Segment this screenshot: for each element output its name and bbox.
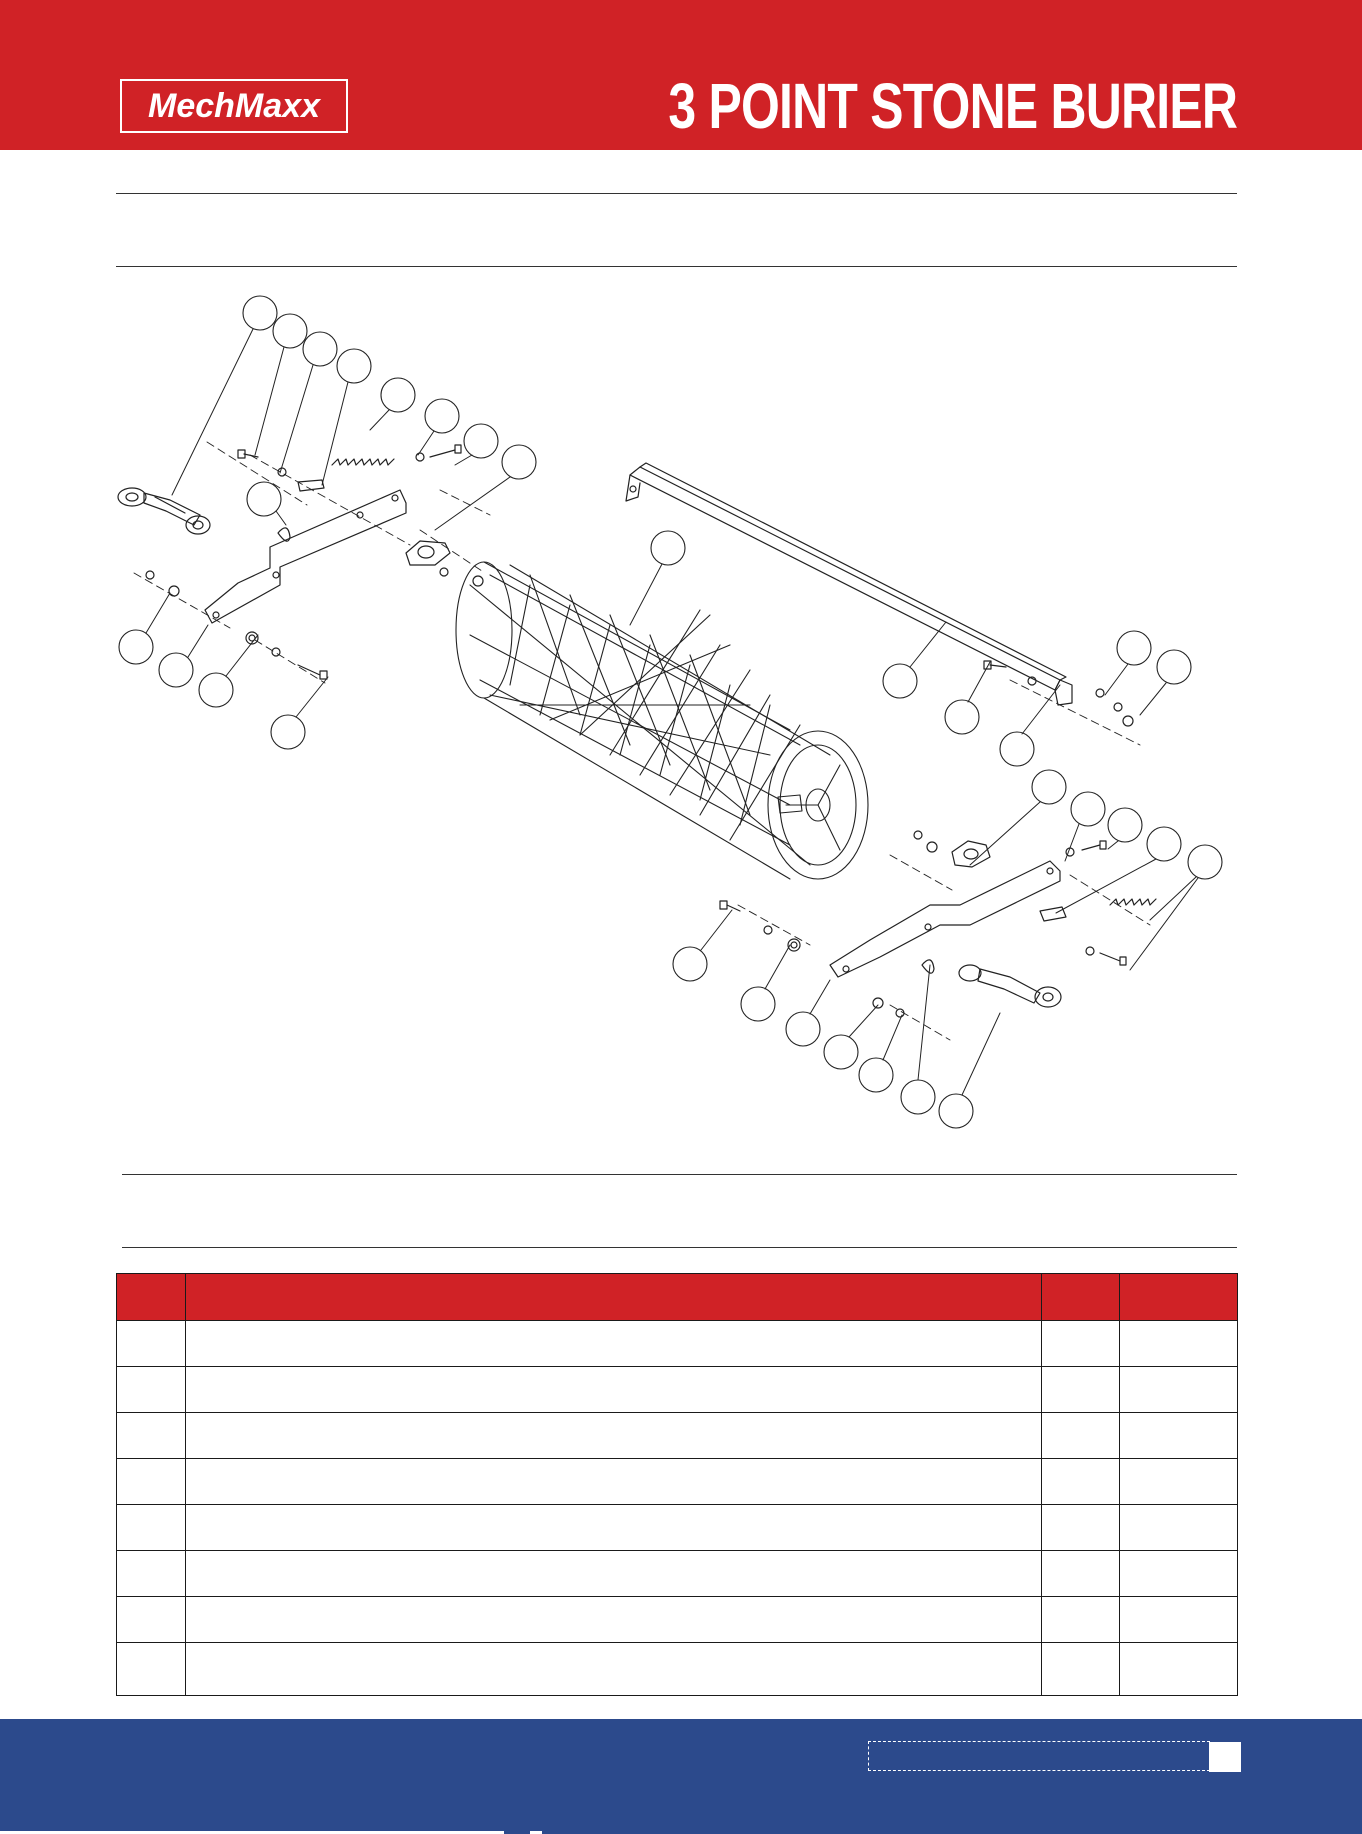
exploded-parts-diagram [110,285,1260,1145]
table-row [117,1367,1238,1413]
table-header-row [117,1274,1238,1321]
table-cell-qty [1042,1367,1120,1413]
table-cell-no [117,1367,186,1413]
table-cell-description [186,1643,1042,1696]
brand-logo [120,79,348,133]
table-row [117,1413,1238,1459]
table-cell-part-number [1120,1367,1238,1413]
section-rule-bottom-1 [122,1174,1237,1175]
table-cell-qty [1042,1413,1120,1459]
table-body [117,1321,1238,1696]
table-cell-part-number [1120,1413,1238,1459]
table-cell-description [186,1321,1042,1367]
table-cell-no [117,1551,186,1597]
callout-circles [119,296,1222,1128]
left-top-link-assembly [118,445,483,679]
brand-logo-text: MechMaxx [148,86,320,125]
column-header-description [186,1274,1042,1321]
table-cell-no [117,1643,186,1696]
rear-beam [626,463,1072,705]
table-cell-description [186,1597,1042,1643]
section-rule-top-1 [116,193,1237,194]
table-cell-qty [1042,1551,1120,1597]
section-rule-top-2 [116,266,1237,267]
table-cell-no [117,1505,186,1551]
table-row [117,1643,1238,1696]
table-cell-qty [1042,1459,1120,1505]
document-title: 3 POINT STONE BURIER [668,70,1237,142]
table-cell-no [117,1459,186,1505]
table-cell-description [186,1505,1042,1551]
leader-lines [146,329,1198,1095]
page-header [0,0,1362,150]
table-cell-part-number [1120,1551,1238,1597]
table-cell-description [186,1551,1042,1597]
table-row [117,1551,1238,1597]
parts-table [116,1273,1238,1696]
table-cell-part-number [1120,1505,1238,1551]
table-cell-no [117,1413,186,1459]
column-header-no [117,1274,186,1321]
table-cell-qty [1042,1505,1120,1551]
section-rule-bottom-2 [122,1247,1237,1248]
assembly-lines [134,442,1150,1040]
table-cell-part-number [1120,1597,1238,1643]
table-row [117,1459,1238,1505]
table-cell-part-number [1120,1643,1238,1696]
table-cell-no [117,1321,186,1367]
table-cell-part-number [1120,1321,1238,1367]
footer-info-box [868,1741,1210,1771]
table-cell-no [117,1597,186,1643]
table-cell-part-number [1120,1459,1238,1505]
table-cell-description [186,1367,1042,1413]
table-cell-qty [1042,1321,1120,1367]
table-row [117,1597,1238,1643]
column-header-qty [1042,1274,1120,1321]
table-cell-description [186,1459,1042,1505]
table-row [117,1505,1238,1551]
table-cell-qty [1042,1597,1120,1643]
page-footer [0,1719,1362,1834]
table-cell-description [186,1413,1042,1459]
roller-cage [456,562,868,879]
right-arm-assembly [720,661,1156,1017]
page-number-box [1209,1742,1241,1772]
column-header-part-number [1120,1274,1238,1321]
table-cell-qty [1042,1643,1120,1696]
table-row [117,1321,1238,1367]
